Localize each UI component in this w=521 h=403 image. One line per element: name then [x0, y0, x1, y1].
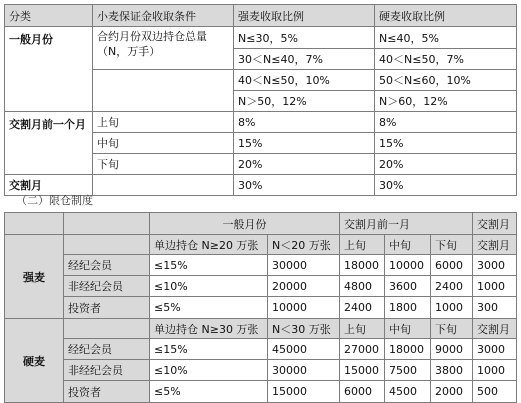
member-type: 经纪会员: [64, 255, 150, 276]
strong-ratio-cell: 20%: [234, 154, 375, 175]
limit-cell: 15000: [268, 381, 340, 403]
limit-cell: ≤10%: [150, 360, 268, 381]
limit-cell: 6000: [340, 381, 385, 403]
limit-cell: ≤5%: [150, 297, 268, 319]
limit-cell: ≤15%: [150, 255, 268, 276]
limit-cell: 2000: [431, 381, 473, 403]
table-row: [5, 381, 517, 403]
sub-header-cell: 中旬: [385, 319, 431, 339]
limit-cell: 27000: [340, 339, 385, 360]
strong-ratio-cell: 40＜N≤50，10%: [234, 70, 375, 91]
limit-cell: 30000: [268, 255, 340, 276]
hard-ratio-cell: 15%: [375, 133, 517, 154]
hard-ratio-cell: 40＜N≤50，7%: [375, 49, 517, 70]
limit-cell: 45000: [268, 339, 340, 360]
limit-cell: 6000: [431, 255, 473, 276]
header-hard-ratio: 硬麦收取比例: [375, 5, 517, 27]
strong-ratio-cell: 15%: [234, 133, 375, 154]
margin-table: [4, 4, 517, 196]
table-row: [5, 112, 517, 133]
sub-header-cell: 单边持仓 N≥20 万张: [150, 235, 268, 255]
strong-ratio-cell: 30%: [234, 175, 375, 196]
header-general-month: 一般月份: [150, 213, 340, 235]
sub-header-cell: 上旬: [340, 319, 385, 339]
limit-cell: 20000: [268, 276, 340, 297]
category-general: 一般月份: [5, 27, 93, 112]
condition-cell: 中旬: [93, 133, 234, 154]
table-row: [5, 360, 517, 381]
condition-blank: [93, 175, 234, 196]
limit-cell: 1000: [473, 360, 517, 381]
member-type: 非经纪会员: [64, 360, 150, 381]
limit-cell: 3600: [385, 276, 431, 297]
strong-ratio-cell: 30＜N≤40，7%: [234, 49, 375, 70]
member-type: 经纪会员: [64, 339, 150, 360]
hard-ratio-cell: N≤40，5%: [375, 27, 517, 49]
hard-ratio-cell: 20%: [375, 154, 517, 175]
group-strong-wheat: 强麦: [5, 235, 64, 319]
table-row: [5, 319, 517, 339]
limit-cell: 9000: [431, 339, 473, 360]
limit-cell: 1000: [473, 276, 517, 297]
limit-cell: ≤10%: [150, 276, 268, 297]
header-delivery-month: 交割月: [473, 213, 517, 235]
sub-blank: [64, 319, 150, 339]
table-row: [5, 276, 517, 297]
condition-cell: 下旬: [93, 154, 234, 175]
sub-header-cell: 下旬: [431, 235, 473, 255]
table-row: [5, 339, 517, 360]
limit-cell: 300: [473, 297, 517, 319]
table-row: [5, 235, 517, 255]
condition-cell: 上旬: [93, 112, 234, 133]
limit-cell: 10000: [385, 255, 431, 276]
sub-header-cell: N＜20 万张: [268, 235, 340, 255]
limit-cell: 2400: [340, 297, 385, 319]
sub-blank: [64, 235, 150, 255]
sub-header-cell: 单边持仓 N≥30 万张: [150, 319, 268, 339]
limit-cell: 18000: [385, 339, 431, 360]
member-type: 非经纪会员: [64, 276, 150, 297]
limit-cell: 2400: [431, 276, 473, 297]
limit-cell: 4800: [340, 276, 385, 297]
limit-cell: ≤5%: [150, 381, 268, 403]
member-type: 投资者: [64, 297, 150, 319]
header-condition: 小麦保证金收取条件: [93, 5, 234, 27]
hard-ratio-cell: 8%: [375, 112, 517, 133]
limit-cell: 7500: [385, 360, 431, 381]
limit-cell: 3000: [473, 255, 517, 276]
group-hard-wheat: 硬麦: [5, 319, 64, 403]
condition-general: 合约月份双边持仓总量（N，万手）: [93, 27, 234, 70]
limit-cell: 1000: [431, 297, 473, 319]
limit-cell: 10000: [268, 297, 340, 319]
strong-ratio-cell: N＞50，12%: [234, 91, 375, 112]
section-caption: （二）限仓制度: [16, 194, 93, 207]
header-strong-ratio: 强麦收取比例: [234, 5, 375, 27]
sub-header-cell: 下旬: [431, 319, 473, 339]
header-blank: [64, 213, 150, 235]
header-before-delivery: 交割月前一月: [340, 213, 473, 235]
hard-ratio-cell: 30%: [375, 175, 517, 196]
limit-cell: 30000: [268, 360, 340, 381]
margin-header-row: [5, 5, 517, 27]
limit-cell: 4500: [385, 381, 431, 403]
limit-cell: 15000: [340, 360, 385, 381]
limit-cell: 3000: [473, 339, 517, 360]
table-row: [5, 255, 517, 276]
sub-header-cell: 上旬: [340, 235, 385, 255]
position-limit-table: [4, 212, 517, 403]
table-row: [5, 27, 517, 49]
header-category: 分类: [5, 5, 93, 27]
hard-ratio-cell: 50＜N≤60，10%: [375, 70, 517, 91]
limit-cell: 500: [473, 381, 517, 403]
category-before-delivery: 交割月前一个月: [5, 112, 93, 175]
limit-header-row: [5, 213, 517, 235]
condition-blank: [93, 70, 234, 112]
hard-ratio-cell: N＞60，12%: [375, 91, 517, 112]
sub-header-cell: 交割月: [473, 235, 517, 255]
limit-cell: 1800: [385, 297, 431, 319]
table-row: [5, 297, 517, 319]
limit-cell: 18000: [340, 255, 385, 276]
limit-cell: 3800: [431, 360, 473, 381]
sub-header-cell: N＜30 万张: [268, 319, 340, 339]
sub-header-cell: 交割月: [473, 319, 517, 339]
header-blank: [5, 213, 64, 235]
member-type: 投资者: [64, 381, 150, 403]
strong-ratio-cell: 8%: [234, 112, 375, 133]
category-delivery: 交割月: [5, 175, 93, 196]
limit-cell: ≤15%: [150, 339, 268, 360]
strong-ratio-cell: N≤30，5%: [234, 27, 375, 49]
sub-header-cell: 中旬: [385, 235, 431, 255]
